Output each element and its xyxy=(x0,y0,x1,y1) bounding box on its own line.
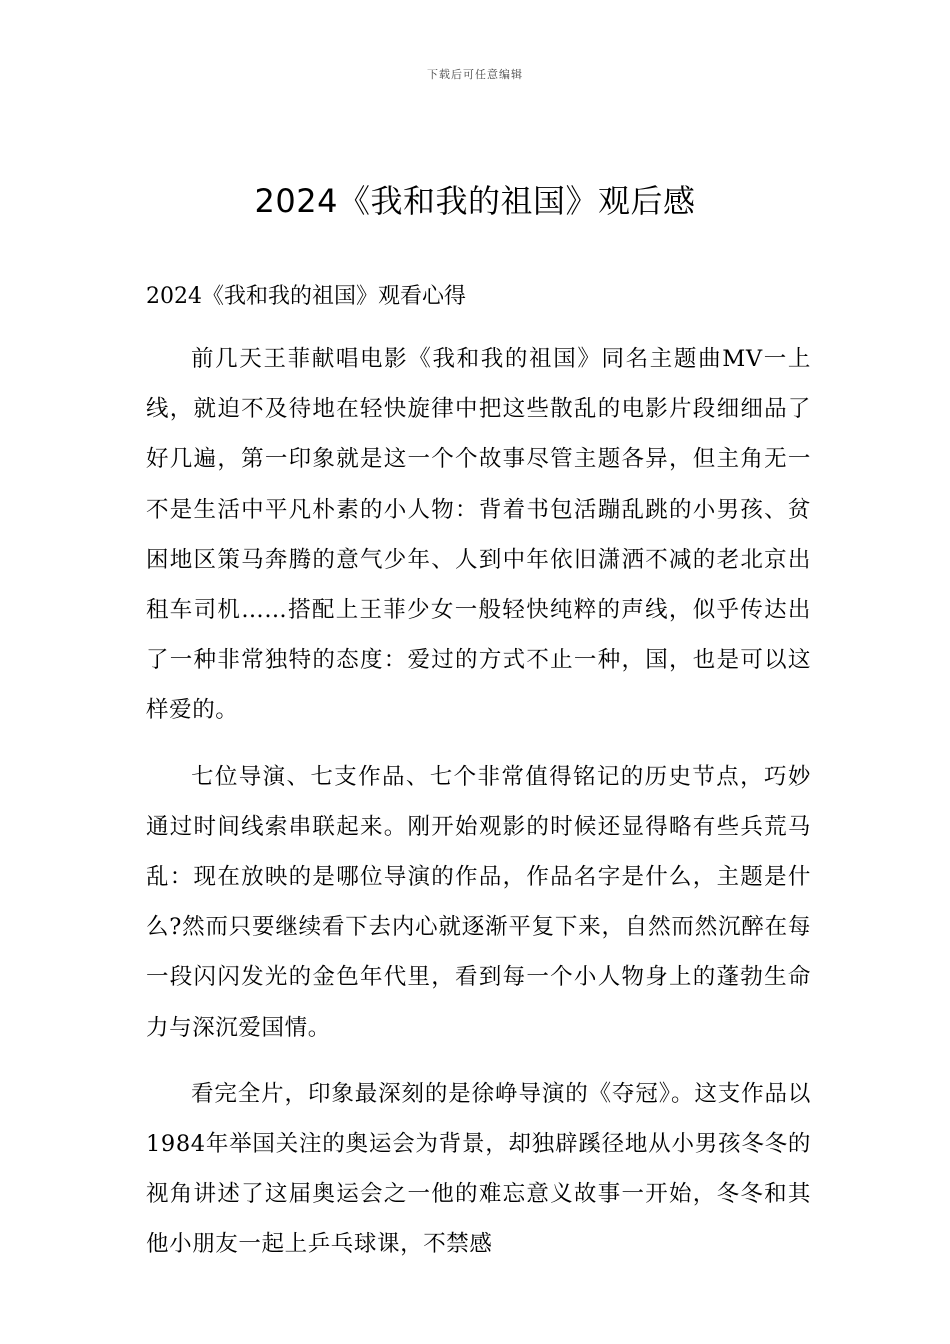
document-body xyxy=(146,280,811,1270)
document-title: 2024《我和我的祖国》观后感 xyxy=(254,182,696,220)
paragraph-1: 前几天王菲献唱电影《我和我的祖国》同名主题曲MV一上线，就迫不及待地在轻快旋律中把这些散乱的电影片段细细品了好几遍，第一印象就是这一个个故事尽管主题各异，但主角无一不是生活中平凡朴素的小人物：背着书包活蹦乱跳的小男孩、贫困地区策马奔腾的意气少年、人到中年依旧潇洒不减的老北京出租车司机……搭配上王菲少女一般轻快纯粹的声线，似乎传达出了一种非常独特的态度：爱过的方式不止一种，国，也是可以这样爱的。 xyxy=(146,346,811,724)
paragraph-2: 七位导演、七支作品、七个非常值得铭记的历史节点，巧妙通过时间线索串联起来。刚开始观影的时候还显得略有些兵荒马乱：现在放映的是哪位导演的作品，作品名字是什么，主题是什么?然而只要继续看下去内心就逐渐平复下来，自然而然沉醉在每一段闪闪发光的金色年代里，看到每一个小人物身上的蓬勃生命力与深沉爱国情。 xyxy=(146,763,811,1041)
document-subtitle: 2024《我和我的祖国》观看心得 xyxy=(146,284,466,309)
header-note: 下载后可任意编辑 xyxy=(427,68,523,81)
paragraph-3: 看完全片，印象最深刻的是徐峥导演的《夺冠》。这支作品以1984年举国关注的奥运会为背景，却独辟蹊径地从小男孩冬冬的视角讲述了这届奥运会之一他的难忘意义故事一开始，冬冬和其他小朋友一起上乒乓球课，不禁感 xyxy=(146,1080,811,1258)
